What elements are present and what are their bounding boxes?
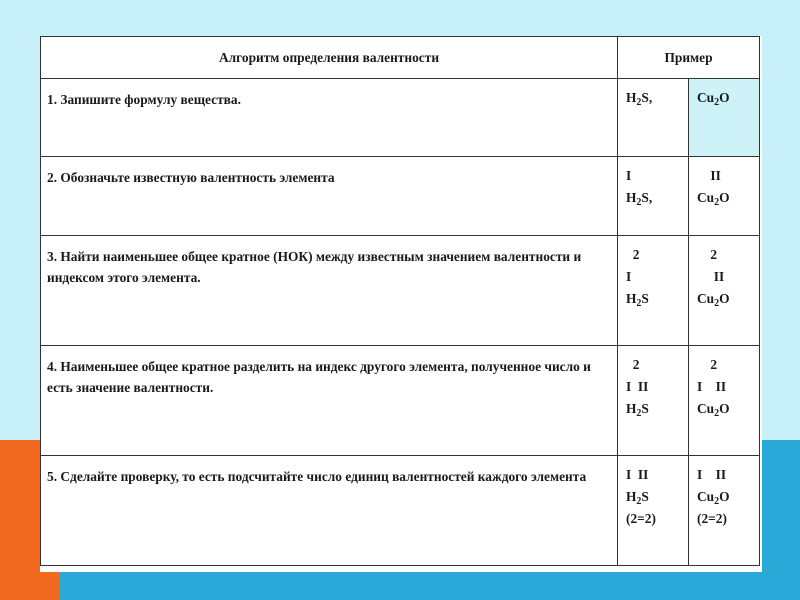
- valence-mark: II: [697, 269, 725, 284]
- chemical-formula: $Cu_2O$: [697, 489, 730, 507]
- chemical-formula: $H_2S$,: [626, 190, 653, 208]
- valence-mark: I II: [626, 467, 649, 482]
- example-h2s: [618, 456, 688, 530]
- header-algorithm: Алгоритм определения валентности: [41, 37, 618, 79]
- example-h2s: [618, 157, 688, 209]
- valence-mark: I: [626, 269, 632, 284]
- valence-mark: 2: [626, 247, 640, 262]
- example-cu2o: [689, 236, 759, 310]
- valence-mark: I II: [697, 379, 727, 394]
- valence-mark: I II: [697, 467, 727, 482]
- chemical-formula: $Cu_2O$: [697, 90, 730, 108]
- example-cu2o: [689, 157, 759, 209]
- valence-algorithm-table: [40, 36, 760, 566]
- valence-mark: 2: [697, 357, 718, 372]
- chemical-formula: $Cu_2O$: [697, 291, 730, 309]
- valence-mark: 2: [697, 247, 718, 262]
- example-cu2o: [689, 346, 759, 420]
- table-row: [41, 79, 760, 157]
- example-h2s: [618, 346, 688, 420]
- step-text: 3. Найти наименьшее общее кратное (НОК) между известным значением валентности и индексом этого элемента.: [47, 249, 582, 285]
- slide: [40, 36, 762, 572]
- table-row: [41, 456, 760, 566]
- example-cu2o: [689, 456, 759, 530]
- chemical-formula: $H_2S$: [626, 401, 649, 419]
- step-text: 1. Запишите формулу вещества.: [47, 92, 241, 107]
- valence-check: (2=2): [626, 511, 656, 526]
- valence-mark: I II: [626, 379, 649, 394]
- table-row: [41, 157, 760, 236]
- chemical-formula: $H_2S$,: [626, 90, 653, 108]
- example-cu2o: [689, 79, 759, 109]
- chemical-formula: $Cu_2O$: [697, 401, 730, 419]
- table-row: [41, 346, 760, 456]
- step-text: 4. Наименьшее общее кратное разделить на индекс другого элемента, полученное число и есть значение валентности.: [47, 359, 591, 395]
- example-h2s: [618, 236, 688, 310]
- step-text: 2. Обозначьте известную валентность элемента: [47, 170, 335, 185]
- table-header-row: [41, 37, 760, 79]
- chemical-formula: $H_2S$: [626, 489, 649, 507]
- chemical-formula: $H_2S$: [626, 291, 649, 309]
- table-row: [41, 236, 760, 346]
- chemical-formula: $Cu_2O$: [697, 190, 730, 208]
- example-h2s: [618, 79, 688, 109]
- valence-check: (2=2): [697, 511, 727, 526]
- valence-mark: I: [626, 168, 632, 183]
- header-example: Пример: [618, 37, 760, 79]
- valence-mark: II: [697, 168, 721, 183]
- step-text: 5. Сделайте проверку, то есть подсчитайте число единиц валентностей каждого элемента: [47, 469, 587, 484]
- valence-mark: 2: [626, 357, 640, 372]
